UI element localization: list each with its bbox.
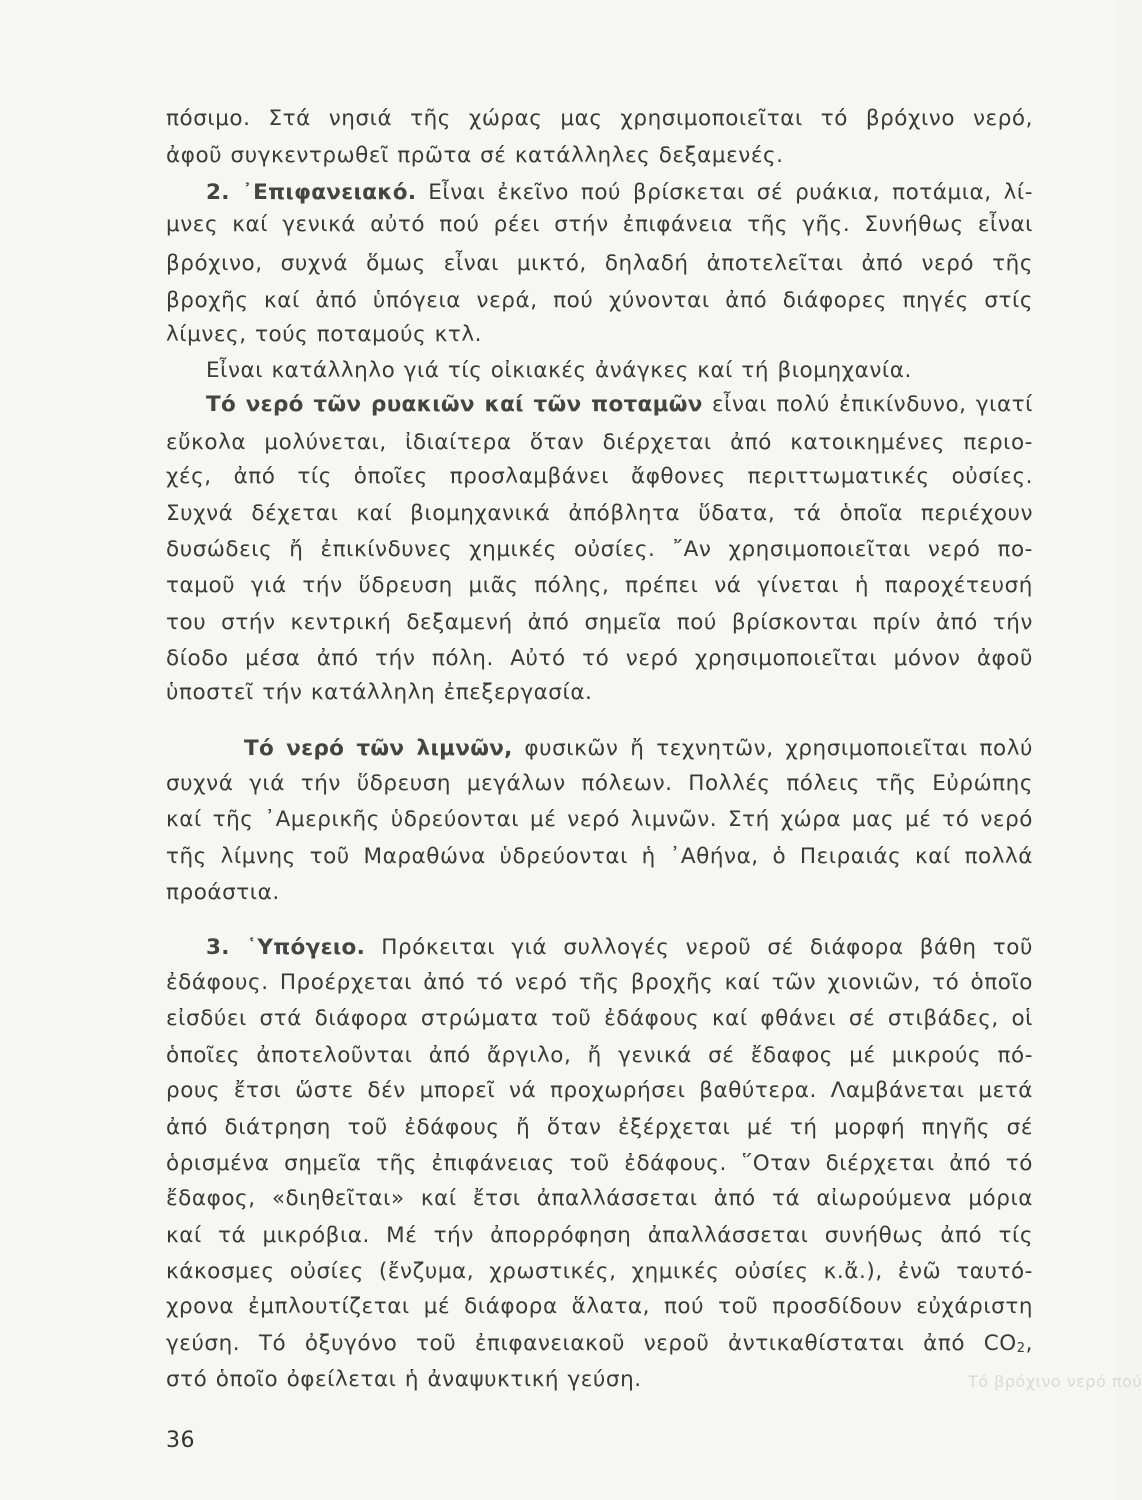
text-run: του στήν κεντρική δεξαμενή ἀπό σημεῖα πού βρίσκονται πρίν ἀπό τήν bbox=[166, 610, 1033, 635]
text-line bbox=[166, 253, 1033, 275]
text-line bbox=[166, 1225, 1033, 1247]
text-run: ὁποῖες ἀποτελοῦνται ἀπό ἄργιλο, ἤ γενικά σέ ἔδαφος μέ μικρούς πό- bbox=[166, 1043, 1033, 1068]
text-run: κάκοσμες οὐσίες (ἔνζυμα, χρωστικές, χημικές οὐσίες κ.ἄ.), ἐνῶ ταυτό- bbox=[166, 1259, 1033, 1284]
text-line bbox=[166, 648, 1033, 670]
text-line bbox=[166, 290, 1033, 312]
text-line bbox=[166, 1369, 642, 1391]
text-run: ρους ἔτσι ὥστε δέν μπορεῖ νά προχωρήσει βαθύτερα. Λαμβάνεται μετά bbox=[166, 1078, 1033, 1103]
text-line bbox=[166, 882, 280, 904]
subheading-line bbox=[244, 738, 1033, 760]
text-run: χρονα ἐμπλουτίζεται μέ διάφορα ἅλατα, πού τοῦ προσδίδουν εὐχάριστη bbox=[166, 1294, 1033, 1319]
text-line bbox=[166, 1153, 1033, 1175]
text-run: ἔδαφος, «διηθεῖται» καί ἔτσι ἀπαλλάσσεται ἀπό τά αἰωρούμενα μόρια bbox=[166, 1186, 1033, 1211]
text-line bbox=[166, 1045, 1033, 1067]
text-run: εἰσδύει στά διάφορα στρώματα τοῦ ἐδάφους καί φθάνει σέ στιβάδες, οἱ bbox=[166, 1006, 1033, 1031]
bold-phrase: Τό νερό τῶν λιμνῶν, bbox=[244, 736, 513, 761]
text-run: δυσώδεις ἤ ἐπικίνδυνες χημικές οὐσίες. ῎Αν χρησιμοποιεῖται νερό πο- bbox=[166, 537, 1033, 562]
text-line bbox=[166, 1008, 1033, 1030]
text-line bbox=[206, 360, 912, 382]
text-run: ἀφοῦ συγκεντρωθεῖ πρῶτα σέ κατάλληλες δεξαμενές. bbox=[166, 143, 784, 168]
text-line bbox=[166, 1188, 1033, 1210]
text-run: εὔκολα μολύνεται, ἰδιαίτερα ὅταν διέρχεται ἀπό κατοικημένες περιο- bbox=[166, 430, 1033, 455]
text-line bbox=[166, 773, 1033, 795]
text-run: γεύση. Τό ὀξυγόνο τοῦ ἐπιφανειακοῦ νεροῦ ἀντικαθίσταται ἀπό CO bbox=[166, 1331, 1017, 1356]
bold-phrase: 2. ᾽Επιφανειακό. bbox=[206, 180, 417, 205]
text-line bbox=[166, 466, 1033, 488]
text-line bbox=[166, 145, 784, 167]
text-run: δίοδο μέσα ἀπό τήν πόλη. Αὐτό τό νερό χρησιμοποιεῖται μόνον ἀφοῦ bbox=[166, 646, 1033, 671]
bleed-through-text: Τό βρόχινο νερό πού bbox=[968, 1372, 1142, 1391]
text-run: μνες καί γενικά αὐτό πού ρέει στήν ἐπιφάνεια τῆς γῆς. Συνήθως εἶναι bbox=[166, 212, 1033, 237]
text-line bbox=[166, 432, 1033, 454]
text-line bbox=[166, 108, 1033, 130]
text-run: ἀπό διάτρηση τοῦ ἐδάφους ἤ ὅταν ἐξέρχεται μέ τή μορφή πηγῆς σέ bbox=[166, 1115, 1033, 1140]
text-line bbox=[166, 539, 1033, 561]
text-run: εἶναι πολύ ἐπικίνδυνο, γιατί bbox=[702, 392, 1034, 417]
text-line bbox=[166, 1261, 1033, 1283]
text-run: βρόχινο, συχνά ὅμως εἶναι μικτό, δηλαδή ἀποτελεῖται ἀπό νερό τῆς bbox=[166, 251, 1033, 276]
text-line bbox=[166, 214, 1033, 236]
text-run: Πρόκειται γιά συλλογές νεροῦ σέ διάφορα βάθη τοῦ bbox=[365, 935, 1033, 960]
text-run: συχνά γιά τήν ὕδρευση μεγάλων πόλεων. Πολλές πόλεις τῆς Εὐρώπης bbox=[166, 771, 1033, 796]
text-line bbox=[166, 575, 1033, 597]
bold-phrase: 3. ῾Υπόγειο. bbox=[206, 935, 366, 960]
text-run: ὑποστεῖ τήν κατάλληλη ἐπεξεργασία. bbox=[166, 680, 593, 705]
text-run: χές, ἀπό τίς ὁποῖες προσλαμβάνει ἄφθονες περιττωματικές οὐσίες. bbox=[166, 464, 1033, 489]
text-run: ἐδάφους. Προέρχεται ἀπό τό νερό τῆς βροχῆς καί τῶν χιονιῶν, τό ὁποῖο bbox=[166, 970, 1033, 995]
text-run: πόσιμο. Στά νησιά τῆς χώρας μας χρησιμοποιεῖται τό βρόχινο νερό, bbox=[166, 106, 1033, 131]
text-line bbox=[166, 682, 592, 704]
text-run: ὁρισμένα σημεῖα τῆς ἐπιφάνειας τοῦ ἐδάφους. ῞Οταν διέρχεται ἀπό τό bbox=[166, 1151, 1033, 1176]
section-heading-line bbox=[206, 182, 1033, 204]
text-line bbox=[166, 972, 1033, 994]
text-line bbox=[166, 612, 1033, 634]
text-line bbox=[166, 1296, 1033, 1318]
text-run: καί τῆς ᾽Αμερικῆς ὑδρεύονται μέ νερό λιμνῶν. Στή χώρα μας μέ τό νερό bbox=[166, 807, 1033, 832]
text-line bbox=[166, 846, 1033, 868]
text-line bbox=[166, 1333, 1033, 1355]
text-run: Εἶναι κατάλληλο γιά τίς οἰκιακές ἀνάγκες καί τή βιομηχανία. bbox=[206, 358, 912, 383]
text-run: λίμνες, τούς ποταμούς κτλ. bbox=[166, 322, 483, 347]
text-line bbox=[166, 1080, 1033, 1102]
text-run: βροχῆς καί ἀπό ὑπόγεια νερά, πού χύνονται ἀπό διάφορες πηγές στίς bbox=[166, 288, 1033, 313]
text-run: Εἶναι ἐκεῖνο πού βρίσκεται σέ ρυάκια, ποτάμια, λί- bbox=[416, 180, 1033, 205]
text-line bbox=[166, 1117, 1033, 1139]
subheading-line bbox=[206, 394, 1033, 416]
text-run: προάστια. bbox=[166, 880, 280, 905]
text-run: ταμοῦ γιά τήν ὕδρευση μιᾶς πόλης, πρέπει νά γίνεται ἡ παροχέτευσή bbox=[166, 573, 1033, 598]
text-run: φυσικῶν ἤ τεχνητῶν, χρησιμοποιεῖται πολύ bbox=[512, 736, 1033, 761]
text-run: Συχνά δέχεται καί βιομηχανικά ἀπόβλητα ὕδατα, τά ὁποῖα περιέχουν bbox=[166, 501, 1033, 526]
text-run: τῆς λίμνης τοῦ Μαραθώνα ὑδρεύονται ἡ ᾽Αθήνα, ὁ Πειραιάς καί πολλά bbox=[166, 844, 1033, 869]
text-line bbox=[166, 809, 1033, 831]
section-heading-line bbox=[206, 937, 1033, 959]
text-run: στό ὁποῖο ὀφείλεται ἡ ἀναψυκτική γεύση. bbox=[166, 1367, 642, 1392]
subscript: 2 bbox=[1016, 1341, 1026, 1356]
text-run: καί τά μικρόβια. Μέ τήν ἀπορρόφηση ἀπαλλάσσεται συνήθως ἀπό τίς bbox=[166, 1223, 1033, 1248]
text-line bbox=[166, 324, 482, 346]
bold-phrase: Τό νερό τῶν ρυακιῶν καί τῶν ποταμῶν bbox=[206, 392, 703, 417]
text-line bbox=[166, 503, 1033, 525]
text-run: , bbox=[1025, 1331, 1033, 1356]
page-number: 36 bbox=[166, 1428, 195, 1453]
